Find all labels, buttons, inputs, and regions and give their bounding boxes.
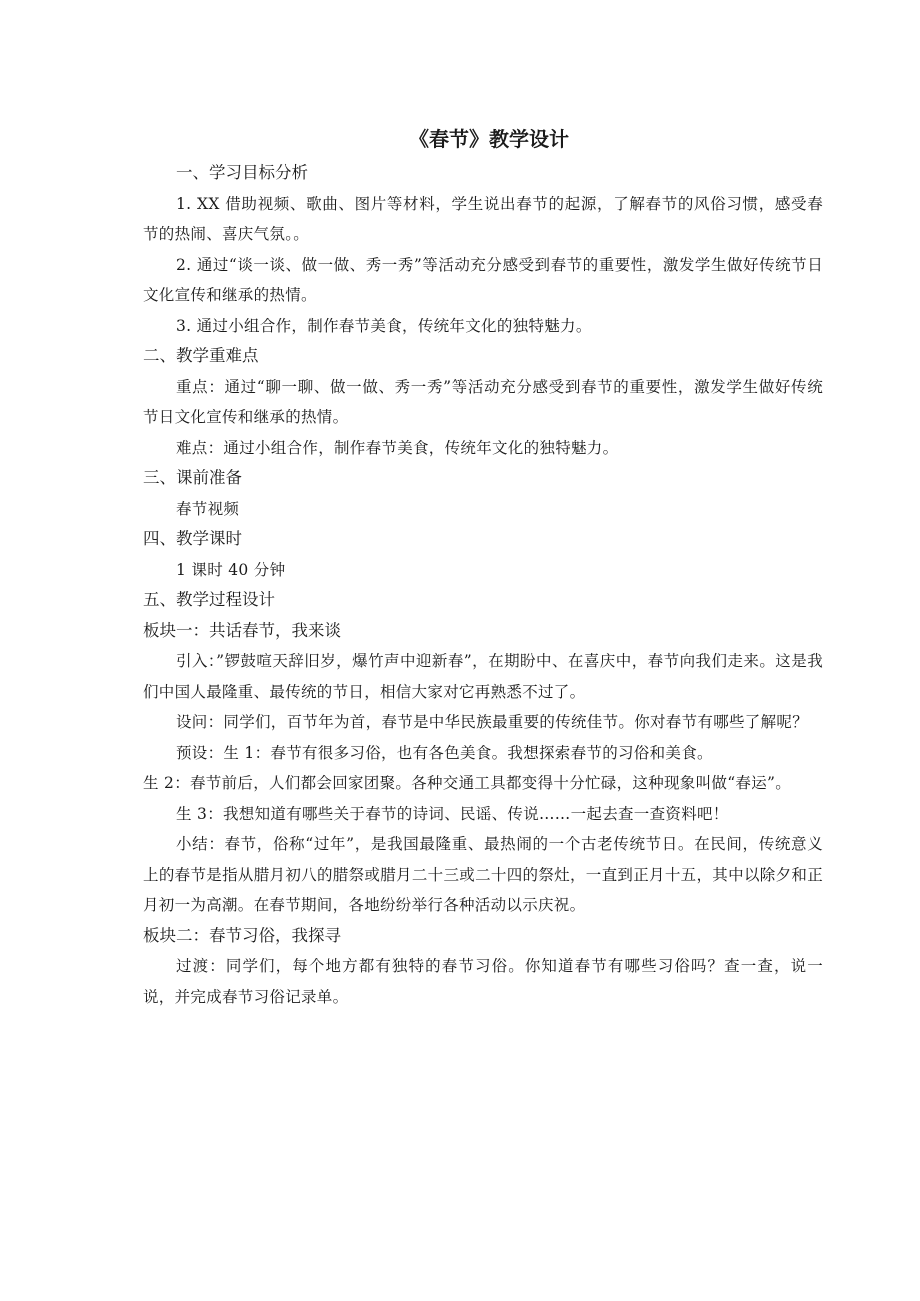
section-heading-class-hours: 四、教学课时: [143, 529, 242, 548]
objective-paragraph-2: 2. 通过“谈一谈、做一做、秀一秀”等活动充分感受到春节的重要性，激发学生做好传统节日文化宣传和继承的热情。: [143, 255, 823, 304]
class-hours-paragraph: 1 课时 40 分钟: [176, 560, 286, 579]
block-two-heading: 板块二：春节习俗，我探寻: [143, 925, 341, 945]
key-point-paragraph: 重点：通过“聊一聊、做一做、秀一秀”等活动充分感受到春节的重要性，激发学生做好传统节日文化宣传和继承的热情。: [143, 377, 823, 426]
block-one-student2-paragraph: 生 2：春节前后，人们都会回家团聚。各种交通工具都变得十分忙碌，这种现象叫做“春运”。: [143, 774, 792, 792]
document-page: [143, 122, 823, 1012]
block-two-transition-paragraph: 过渡：同学们，每个地方都有独特的春节习俗。你知道春节有哪些习俗吗？查一查，说一说，并完成春节习俗记录单。: [143, 957, 823, 1006]
block-one-question-paragraph: 设问：同学们，百节年为首，春节是中华民族最重要的传统佳节。你对春节有哪些了解呢？: [176, 713, 809, 731]
document-title: 《春节》教学设计: [409, 127, 569, 151]
section-heading-objectives: 一、学习目标分析: [176, 163, 308, 182]
section-heading-process: 五、教学过程设计: [143, 590, 275, 609]
section-heading-preparation: 三、课前准备: [143, 468, 242, 487]
block-one-heading: 板块一：共话春节，我来谈: [143, 620, 341, 640]
preparation-paragraph: 春节视频: [176, 499, 240, 518]
objective-paragraph-1: 1. XX 借助视频、歌曲、图片等材料，学生说出春节的起源，了解春节的风俗习惯，感受春节的热闹、喜庆气氛。。: [143, 194, 823, 243]
objective-paragraph-3: 3. 通过小组合作，制作春节美食，传统年文化的独特魅力。: [176, 316, 592, 335]
block-one-student3-paragraph: 生 3：我想知道有哪些关于春节的诗词、民谣、传说……一起去查一查资料吧！: [176, 804, 729, 823]
section-heading-key-points: 二、教学重难点: [143, 346, 259, 365]
block-one-intro-paragraph: 引入：”锣鼓喧天辞旧岁，爆竹声中迎新春”，在期盼中、在喜庆中，春节向我们走来。这是我们中国人最隆重、最传统的节日，相信大家对它再熟悉不过了。: [143, 652, 823, 701]
difficult-point-paragraph: 难点：通过小组合作，制作春节美食，传统年文化的独特魅力。: [176, 438, 619, 457]
block-one-preset-paragraph: 预设：生 1：春节有很多习俗，也有各色美食。我想探索春节的习俗和美食。: [176, 743, 713, 762]
block-one-summary-paragraph: 小结：春节，俗称“过年”，是我国最隆重、最热闹的一个古老传统节日。在民间，传统意义上的春节是指从腊月初八的腊祭或腊月二十三或二十四的祭灶，一直到正月十五，其中以除夕和正月初一为高潮。在春节期间，各地纷纷举行各种活动以示庆祝。: [143, 835, 823, 914]
